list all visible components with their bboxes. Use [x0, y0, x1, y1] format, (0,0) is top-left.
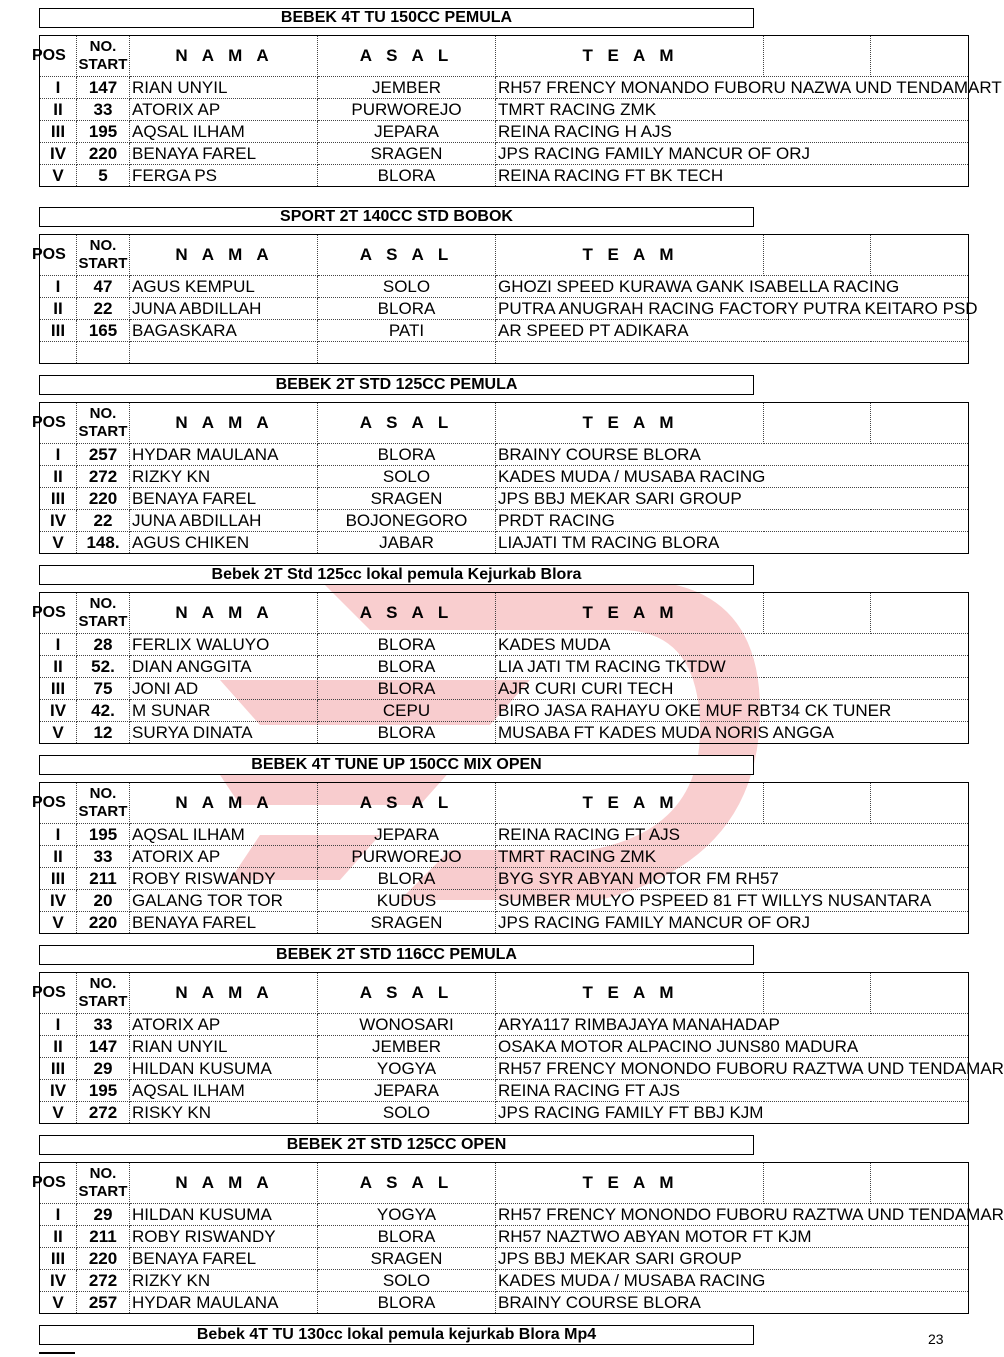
rider-team: TMRT RACING ZMK — [496, 99, 969, 121]
start-number: 52. — [77, 656, 130, 678]
start-number: 29 — [77, 1058, 130, 1080]
start-number: 220 — [77, 1248, 130, 1270]
start-number: 28 — [77, 634, 130, 656]
rider-origin: WONOSARI — [318, 1014, 496, 1036]
rider-name: HILDAN KUSUMA — [130, 1204, 318, 1226]
start-number: 272 — [77, 466, 130, 488]
header-nama: N A M A — [130, 1163, 318, 1204]
rider-team: RH57 NAZTWO ABYAN MOTOR FT KJM — [496, 1226, 969, 1248]
results-table — [32, 1162, 1004, 1314]
results-section — [32, 207, 978, 340]
table-row — [40, 700, 969, 722]
rider-team: KADES MUDA / MUSABA RACING — [496, 1270, 969, 1292]
position: V — [40, 912, 77, 934]
rider-origin: YOGYA — [318, 1058, 496, 1080]
position: IV — [40, 1270, 77, 1292]
rider-origin: PATI — [318, 320, 496, 342]
rider-name: RISKY KN — [130, 1102, 318, 1124]
rider-origin: YOGYA — [318, 1204, 496, 1226]
table-row — [40, 1058, 969, 1080]
start-number — [77, 342, 130, 364]
rider-name: ROBY RISWANDY — [130, 868, 318, 890]
rider-name: RIZKY KN — [130, 466, 318, 488]
table-row — [40, 912, 969, 934]
rider-origin: JEPARA — [318, 1080, 496, 1102]
rider-origin: SRAGEN — [318, 488, 496, 510]
table-row — [40, 1248, 969, 1270]
start-number: 220 — [77, 488, 130, 510]
header-team: T E A M — [496, 235, 764, 276]
page-number: 23 — [928, 1331, 944, 1347]
rider-team: JPS RACING FAMILY MANCUR OF ORJ — [496, 912, 969, 934]
start-number: 47 — [77, 276, 130, 298]
position: IV — [40, 510, 77, 532]
rider-name: JONI AD — [130, 678, 318, 700]
rider-team: REINA RACING FT BK TECH — [496, 165, 969, 187]
header-asal: A S A L — [318, 783, 496, 824]
rider-name: AGUS CHIKEN — [130, 532, 318, 554]
start-number: 22 — [77, 510, 130, 532]
rider-origin: CEPU — [318, 700, 496, 722]
position: II — [40, 846, 77, 868]
position: V — [40, 1292, 77, 1314]
rider-origin: JEMBER — [318, 1036, 496, 1058]
rider-team: JPS BBJ MEKAR SARI GROUP — [496, 488, 969, 510]
rider-origin: SRAGEN — [318, 912, 496, 934]
header-asal: A S A L — [318, 36, 496, 77]
header-no-start: NO. START — [77, 783, 130, 824]
rider-name: RIAN UNYIL — [130, 77, 318, 99]
rider-origin: BLORA — [318, 868, 496, 890]
table-row — [40, 1102, 969, 1124]
header-no-start: NO. START — [77, 973, 130, 1014]
header-team: T E A M — [496, 973, 764, 1014]
position: II — [40, 656, 77, 678]
table-row — [40, 890, 969, 912]
table-row — [40, 846, 969, 868]
rider-origin: BLORA — [318, 1226, 496, 1248]
section-title: BEBEK 2T STD 125CC PEMULA — [39, 375, 754, 395]
rider-team: BRAINY COURSE BLORA — [496, 1292, 969, 1314]
rider-name: AGUS KEMPUL — [130, 276, 318, 298]
start-number: 5 — [77, 165, 130, 187]
header-team: T E A M — [496, 36, 764, 77]
table-header — [40, 1163, 969, 1204]
rider-origin: BLORA — [318, 165, 496, 187]
rider-name: JUNA ABDILLAH — [130, 510, 318, 532]
rider-name: ROBY RISWANDY — [130, 1226, 318, 1248]
rider-team: ARYA117 RIMBAJAYA MANAHADAP — [496, 1014, 969, 1036]
rider-name: BENAYA FAREL — [130, 488, 318, 510]
blank-cell — [871, 36, 969, 77]
rider-origin: SRAGEN — [318, 1248, 496, 1270]
start-number: 22 — [77, 298, 130, 320]
results-table — [32, 234, 978, 364]
header-asal: A S A L — [318, 403, 496, 444]
table-header — [40, 36, 969, 77]
results-section — [32, 8, 1002, 185]
rider-origin: SOLO — [318, 276, 496, 298]
header-nama: N A M A — [130, 973, 318, 1014]
rider-origin: SOLO — [318, 1102, 496, 1124]
header-pos: POS — [40, 973, 77, 1014]
header-nama: N A M A — [130, 235, 318, 276]
rider-name: RIAN UNYIL — [130, 1036, 318, 1058]
position: V — [40, 532, 77, 554]
section-last — [39, 1325, 961, 1345]
rider-origin: JEMBER — [318, 77, 496, 99]
blank-cell — [871, 235, 969, 276]
rider-team: AJR CURI CURI TECH — [496, 678, 969, 700]
rider-name: M SUNAR — [130, 700, 318, 722]
start-number: 147 — [77, 77, 130, 99]
blank-cell — [764, 1163, 871, 1204]
rider-team: LIA JATI TM RACING TKTDW — [496, 656, 969, 678]
table-row — [40, 276, 969, 298]
start-number: 220 — [77, 143, 130, 165]
rider-team: KADES MUDA — [496, 634, 969, 656]
start-number: 33 — [77, 99, 130, 121]
header-asal: A S A L — [318, 973, 496, 1014]
start-number: 272 — [77, 1270, 130, 1292]
rider-team: BYG SYR ABYAN MOTOR FM RH57 — [496, 868, 969, 890]
start-number: 195 — [77, 121, 130, 143]
table-row — [40, 1292, 969, 1314]
table-row — [40, 868, 969, 890]
table-row — [40, 1036, 969, 1058]
header-asal: A S A L — [318, 593, 496, 634]
blank-cell — [764, 973, 871, 1014]
section-title: BEBEK 2T STD 116CC PEMULA — [39, 945, 754, 965]
blank-cell — [871, 1163, 969, 1204]
rider-name: SURYA DINATA — [130, 722, 318, 744]
position: III — [40, 678, 77, 700]
table-row — [40, 1270, 969, 1292]
position: III — [40, 1058, 77, 1080]
rider-name: JUNA ABDILLAH — [130, 298, 318, 320]
header-pos: POS — [40, 235, 77, 276]
table-row — [40, 532, 969, 554]
table-row — [40, 488, 969, 510]
blank-cell — [764, 36, 871, 77]
table-row — [40, 1080, 969, 1102]
rider-team: RH57 FRENCY MONANDO FUBORU NAZWA UND TENDAMART — [496, 77, 969, 99]
header-no-start: NO. START — [77, 593, 130, 634]
position: III — [40, 868, 77, 890]
position: I — [40, 824, 77, 846]
rider-team: LIAJATI TM RACING BLORA — [496, 532, 969, 554]
table-row — [40, 678, 969, 700]
rider-name: HILDAN KUSUMA — [130, 1058, 318, 1080]
position: III — [40, 488, 77, 510]
table-row — [40, 143, 969, 165]
position: IV — [40, 143, 77, 165]
rider-origin: PURWOREJO — [318, 846, 496, 868]
rider-name: BENAYA FAREL — [130, 143, 318, 165]
results-table — [32, 35, 1002, 187]
start-number: 165 — [77, 320, 130, 342]
header-nama: N A M A — [130, 783, 318, 824]
table-row — [40, 656, 969, 678]
position: III — [40, 320, 77, 342]
position: I — [40, 634, 77, 656]
table-row — [40, 165, 969, 187]
rider-team: TMRT RACING ZMK — [496, 846, 969, 868]
rider-team: SUMBER MULYO PSPEED 81 FT WILLYS NUSANTARA — [496, 890, 969, 912]
table-row — [40, 320, 969, 342]
table-row — [40, 444, 969, 466]
table-row — [40, 510, 969, 532]
start-number: 195 — [77, 1080, 130, 1102]
header-team: T E A M — [496, 1163, 764, 1204]
rider-origin: BLORA — [318, 1292, 496, 1314]
rider-origin: SOLO — [318, 1270, 496, 1292]
table-header — [40, 783, 969, 824]
rider-name: ATORIX AP — [130, 99, 318, 121]
rider-origin: BLORA — [318, 444, 496, 466]
rider-origin: SOLO — [318, 466, 496, 488]
rider-team: JPS RACING FAMILY MANCUR OF ORJ — [496, 143, 969, 165]
rider-name: RIZKY KN — [130, 1270, 318, 1292]
rider-team: BIRO JASA RAHAYU OKE MUF RBT34 CK TUNER — [496, 700, 969, 722]
rider-team: REINA RACING FT AJS — [496, 1080, 969, 1102]
position: V — [40, 1102, 77, 1124]
position: I — [40, 1204, 77, 1226]
header-team: T E A M — [496, 783, 764, 824]
rider-origin: BOJONEGORO — [318, 510, 496, 532]
header-no-start: NO. START — [77, 403, 130, 444]
rider-team — [496, 342, 969, 364]
position: II — [40, 298, 77, 320]
header-team: T E A M — [496, 593, 764, 634]
blank-cell — [871, 403, 969, 444]
results-table — [32, 402, 969, 554]
rider-name: ATORIX AP — [130, 846, 318, 868]
rider-name: FERLIX WALUYO — [130, 634, 318, 656]
header-pos: POS — [40, 36, 77, 77]
rider-team: AR SPEED PT ADIKARA — [496, 320, 969, 342]
start-number: 33 — [77, 846, 130, 868]
results-table — [32, 972, 1004, 1124]
rider-name: AQSAL ILHAM — [130, 1080, 318, 1102]
position: V — [40, 722, 77, 744]
results-section — [32, 945, 1004, 1122]
rider-team: GHOZI SPEED KURAWA GANK ISABELLA RACING — [496, 276, 969, 298]
rider-name — [130, 342, 318, 364]
header-no-start: NO. START — [77, 235, 130, 276]
section-title: SPORT 2T 140CC STD BOBOK — [39, 207, 754, 227]
results-section — [32, 565, 961, 742]
start-number: 211 — [77, 868, 130, 890]
position: I — [40, 1014, 77, 1036]
rider-name: DIAN ANGGITA — [130, 656, 318, 678]
table-row — [40, 1204, 969, 1226]
divider — [39, 1352, 75, 1354]
results-table — [32, 782, 969, 934]
table-row — [40, 466, 969, 488]
rider-name: AQSAL ILHAM — [130, 824, 318, 846]
rider-team: MUSABA FT KADES MUDA NORIS ANGGA — [496, 722, 969, 744]
rider-team: BRAINY COURSE BLORA — [496, 444, 969, 466]
table-header — [40, 973, 969, 1014]
rider-name: GALANG TOR TOR — [130, 890, 318, 912]
start-number: 257 — [77, 444, 130, 466]
rider-origin — [318, 342, 496, 364]
rider-origin: BLORA — [318, 298, 496, 320]
blank-cell — [871, 973, 969, 1014]
start-number: 147 — [77, 1036, 130, 1058]
header-team: T E A M — [496, 403, 764, 444]
blank-cell — [764, 593, 871, 634]
rider-origin: BLORA — [318, 656, 496, 678]
rider-origin: PURWOREJO — [318, 99, 496, 121]
section-title: BEBEK 2T STD 125CC OPEN — [39, 1135, 754, 1155]
rider-origin: BLORA — [318, 678, 496, 700]
position: II — [40, 466, 77, 488]
table-row — [40, 824, 969, 846]
table-row — [40, 99, 969, 121]
blank-cell — [871, 593, 969, 634]
position: II — [40, 99, 77, 121]
rider-name: HYDAR MAULANA — [130, 1292, 318, 1314]
rider-team: JPS BBJ MEKAR SARI GROUP — [496, 1248, 969, 1270]
section-title: Bebek 4T TU 130cc lokal pemula kejurkab Blora Mp4 — [39, 1325, 754, 1345]
start-number: 33 — [77, 1014, 130, 1036]
position: IV — [40, 890, 77, 912]
section-title: BEBEK 4T TUNE UP 150CC MIX OPEN — [39, 755, 754, 775]
table-header — [40, 403, 969, 444]
start-number: 211 — [77, 1226, 130, 1248]
start-number: 272 — [77, 1102, 130, 1124]
rider-name: BAGASKARA — [130, 320, 318, 342]
start-number: 195 — [77, 824, 130, 846]
header-asal: A S A L — [318, 1163, 496, 1204]
blank-cell — [764, 235, 871, 276]
position: IV — [40, 700, 77, 722]
start-number: 42. — [77, 700, 130, 722]
rider-origin: JEPARA — [318, 824, 496, 846]
table-row — [40, 1014, 969, 1036]
table-row — [40, 121, 969, 143]
position: I — [40, 77, 77, 99]
start-number: 20 — [77, 890, 130, 912]
header-pos: POS — [40, 403, 77, 444]
rider-team: PRDT RACING — [496, 510, 969, 532]
rider-team: REINA RACING FT AJS — [496, 824, 969, 846]
results-section — [32, 755, 961, 932]
header-pos: POS — [40, 593, 77, 634]
results-section — [32, 1135, 1004, 1312]
section-title: Bebek 2T Std 125cc lokal pemula Kejurkab Blora — [39, 565, 754, 585]
table-header — [40, 593, 969, 634]
header-asal: A S A L — [318, 235, 496, 276]
blank-cell — [871, 783, 969, 824]
header-pos: POS — [40, 783, 77, 824]
position: I — [40, 444, 77, 466]
position: III — [40, 121, 77, 143]
header-pos: POS — [40, 1163, 77, 1204]
rider-origin: BLORA — [318, 722, 496, 744]
rider-name: HYDAR MAULANA — [130, 444, 318, 466]
table-row — [40, 1226, 969, 1248]
results-table — [32, 592, 969, 744]
rider-name: AQSAL ILHAM — [130, 121, 318, 143]
rider-team: OSAKA MOTOR ALPACINO JUNS80 MADURA — [496, 1036, 969, 1058]
position: III — [40, 1248, 77, 1270]
rider-team: PUTRA ANUGRAH RACING FACTORY PUTRA KEITARO PSD — [496, 298, 969, 320]
rider-team: REINA RACING H AJS — [496, 121, 969, 143]
section-title: BEBEK 4T TU 150CC PEMULA — [39, 8, 754, 28]
rider-team: KADES MUDA / MUSABA RACING — [496, 466, 969, 488]
table-header — [40, 235, 969, 276]
rider-team: JPS RACING FAMILY FT BBJ KJM — [496, 1102, 969, 1124]
rider-name: FERGA PS — [130, 165, 318, 187]
blank-cell — [764, 783, 871, 824]
rider-team: RH57 FRENCY MONONDO FUBORU RAZTWA UND TENDAMAR — [496, 1204, 969, 1226]
start-number: 75 — [77, 678, 130, 700]
rider-origin: KUDUS — [318, 890, 496, 912]
blank-cell — [764, 403, 871, 444]
rider-origin: BLORA — [318, 634, 496, 656]
position: IV — [40, 1080, 77, 1102]
header-nama: N A M A — [130, 403, 318, 444]
position: V — [40, 165, 77, 187]
header-no-start: NO. START — [77, 1163, 130, 1204]
start-number: 148. — [77, 532, 130, 554]
header-nama: N A M A — [130, 593, 318, 634]
position: I — [40, 276, 77, 298]
position: II — [40, 1226, 77, 1248]
table-row — [40, 298, 969, 320]
rider-name: ATORIX AP — [130, 1014, 318, 1036]
start-number: 12 — [77, 722, 130, 744]
rider-origin: JABAR — [318, 532, 496, 554]
table-row — [40, 77, 969, 99]
rider-origin: JEPARA — [318, 121, 496, 143]
rider-origin: SRAGEN — [318, 143, 496, 165]
rider-team: RH57 FRENCY MONONDO FUBORU RAZTWA UND TENDAMAR — [496, 1058, 969, 1080]
position — [40, 342, 77, 364]
header-no-start: NO. START — [77, 36, 130, 77]
table-row — [40, 722, 969, 744]
start-number: 257 — [77, 1292, 130, 1314]
position: II — [40, 1036, 77, 1058]
results-section — [32, 375, 961, 552]
header-nama: N A M A — [130, 36, 318, 77]
rider-name: BENAYA FAREL — [130, 912, 318, 934]
start-number: 220 — [77, 912, 130, 934]
table-row — [40, 634, 969, 656]
start-number: 29 — [77, 1204, 130, 1226]
table-row — [40, 342, 969, 364]
rider-name: BENAYA FAREL — [130, 1248, 318, 1270]
